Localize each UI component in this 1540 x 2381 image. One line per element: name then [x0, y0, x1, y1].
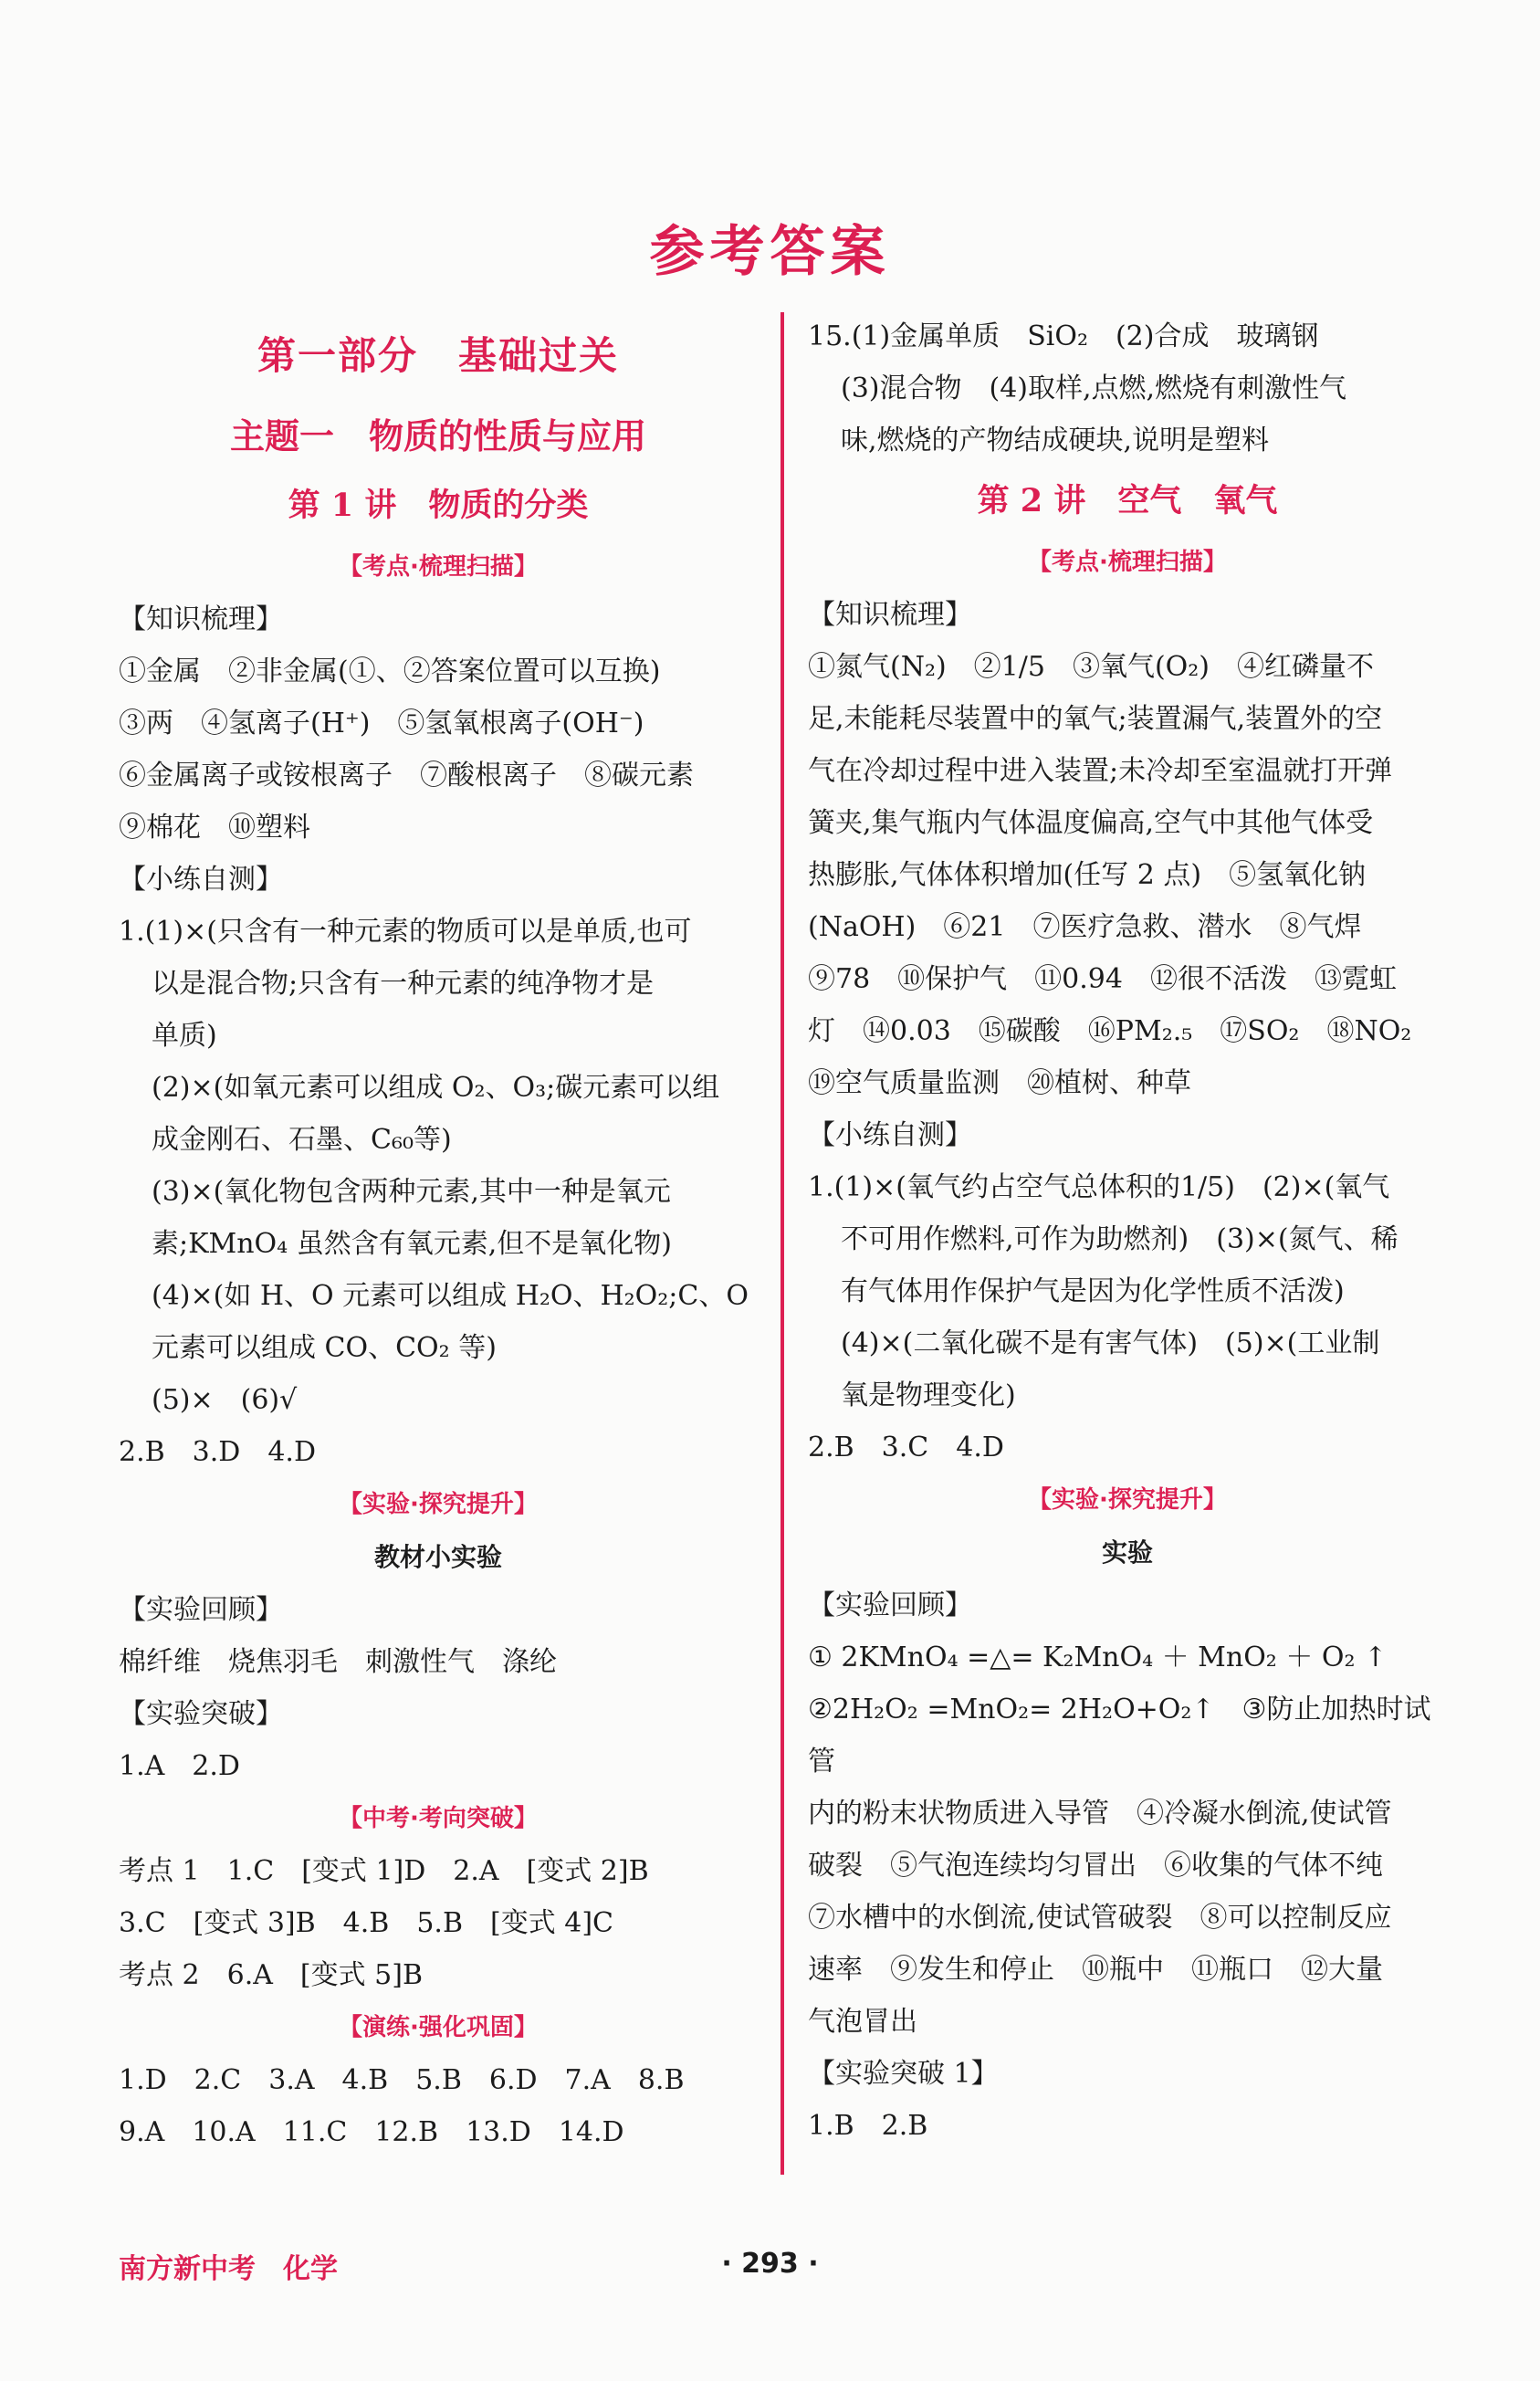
text-line: 考点 2 6.A [变式 5]B [119, 1959, 423, 1991]
text-line: 1.(1)×(氧气约占空气总体积的1/5) (2)×(氧气 [808, 1171, 1390, 1203]
text-line: 速率 ⑨发生和停止 ⑩瓶中 ⑪瓶口 ⑫大量 [808, 1954, 1383, 1986]
text-line: (2)×(如氧元素可以组成 O₂、O₃;碳元素可以组 [152, 1072, 720, 1104]
text-line: 【实验回顾】 [808, 1589, 972, 1621]
book-title: 南方新中考 化学 [119, 2253, 338, 2285]
text-line: ① 2KMnO₄ =△= K₂MnO₄ ＋ MnO₂ ＋ O₂ ↑ [808, 1642, 1388, 1673]
text-line: 1.A 2.D [119, 1750, 240, 1782]
section-tag: 【考点·梳理扫描】 [339, 553, 538, 581]
text-line: (3)×(氧化物包含两种元素,其中一种是氧元 [152, 1176, 671, 1208]
section-tag: 【实验·探究提升】 [339, 1491, 538, 1518]
text-line: 内的粉末状物质进入导管 ④冷凝水倒流,使试管 [808, 1798, 1392, 1830]
text-line: 【实验回顾】 [119, 1594, 283, 1626]
text-line: 【实验突破 1】 [808, 2058, 999, 2090]
text-line: 【知识梳理】 [119, 603, 283, 635]
text-line: ②2H₂O₂ =MnO₂= 2H₂O+O₂↑ ③防止加热时试管 [808, 1694, 1431, 1778]
left-column [119, 310, 758, 2158]
text-line: 9.A 10.A 11.C 12.B 13.D 14.D [119, 2116, 624, 2148]
text-line: ⑦水槽中的水倒流,使试管破裂 ⑧可以控制反应 [808, 1902, 1392, 1934]
section-tag: 【实验·探究提升】 [1028, 1486, 1227, 1514]
text-line: 素;KMnO₄ 虽然含有氧元素,但不是氧化物) [152, 1228, 672, 1260]
text-line: ①金属 ②非金属(①、②答案位置可以互换) [119, 656, 661, 687]
text-line: (NaOH) ⑥21 ⑦医疗急救、潜水 ⑧气焊 [808, 911, 1362, 943]
text-line: 足,未能耗尽装置中的氧气;装置漏气,装置外的空 [808, 703, 1383, 735]
text-line: 灯 ⑭0.03 ⑮碳酸 ⑯PM₂.₅ ⑰SO₂ ⑱NO₂ [808, 1015, 1412, 1047]
lesson-heading: 第 1 讲 物质的分类 [288, 487, 589, 524]
text-line: 单质) [152, 1020, 217, 1052]
page-title: 参考答案 [649, 220, 891, 284]
text-line: 【小练自测】 [119, 864, 283, 896]
text-line: (4)×(如 H、O 元素可以组成 H₂O、H₂O₂;C、O [152, 1280, 749, 1312]
text-line: 热膨胀,气体体积增加(任写 2 点) ⑤氢氧化钠 [808, 859, 1367, 891]
text-line: (5)× (6)√ [152, 1384, 298, 1416]
subsection-heading: 实验 [1101, 1537, 1153, 1568]
text-line: ①氮气(N₂) ②1/5 ③氧气(O₂) ④红磷量不 [808, 651, 1374, 683]
text-line: 棉纤维 烧焦羽毛 刺激性气 涤纶 [119, 1646, 557, 1678]
text-line: ③两 ④氢离子(H⁺) ⑤氢氧根离子(OH⁻) [119, 708, 644, 739]
text-line: 考点 1 1.C [变式 1]D 2.A [变式 2]B [119, 1855, 649, 1887]
text-line: (4)×(二氧化碳不是有害气体) (5)×(工业制 [841, 1327, 1380, 1359]
text-line: 味,燃烧的产物结成硬块,说明是塑料 [841, 425, 1270, 456]
text-line: ⑥金属离子或铵根离子 ⑦酸根离子 ⑧碳元素 [119, 760, 694, 792]
text-line: 【实验突破】 [119, 1698, 283, 1730]
text-line: 以是混合物;只含有一种元素的纯净物才是 [152, 968, 655, 1000]
text-line: 成金刚石、石墨、C₆₀等) [152, 1124, 452, 1156]
text-line: 气在冷却过程中进入装置;未冷却至室温就打开弹 [808, 755, 1393, 787]
subsection-heading: 教材小实验 [373, 1542, 502, 1572]
text-line: 簧夹,集气瓶内气体温度偏高,空气中其他气体受 [808, 807, 1374, 839]
text-line: 15.(1)金属单质 SiO₂ (2)合成 玻璃钢 [808, 320, 1319, 352]
section-tag: 【中考·考向突破】 [339, 1805, 538, 1832]
column-divider [780, 312, 784, 2175]
right-column [808, 310, 1447, 2152]
text-line: ⑨棉花 ⑩塑料 [119, 812, 310, 844]
text-line: 气泡冒出 [808, 2006, 917, 2038]
theme-heading: 主题一 物质的性质与应用 [229, 416, 646, 456]
text-line: ⑨78 ⑩保护气 ⑪0.94 ⑫很不活泼 ⑬霓虹 [808, 963, 1397, 995]
part-heading: 第一部分 基础过关 [257, 333, 619, 378]
text-line: 有气体用作保护气是因为化学性质不活泼) [841, 1275, 1345, 1307]
section-tag: 【演练·强化巩固】 [339, 2014, 538, 2041]
text-line: 不可用作燃料,可作为助燃剂) (3)×(氮气、稀 [841, 1223, 1399, 1255]
text-line: (3)混合物 (4)取样,点燃,燃烧有刺激性气 [841, 372, 1347, 404]
lesson-heading: 第 2 讲 空气 氧气 [977, 482, 1278, 519]
text-line: 3.C [变式 3]B 4.B 5.B [变式 4]C [119, 1907, 613, 1939]
page-number: · 293 · [721, 2248, 819, 2280]
text-line: ⑲空气质量监测 ⑳植树、种草 [808, 1067, 1191, 1099]
text-line: 元素可以组成 CO、CO₂ 等) [152, 1332, 497, 1364]
text-line: 氧是物理变化) [841, 1379, 1016, 1411]
text-line: 【知识梳理】 [808, 599, 972, 631]
text-line: 2.B 3.D 4.D [119, 1436, 317, 1468]
section-tag: 【考点·梳理扫描】 [1028, 549, 1227, 576]
text-line: 【小练自测】 [808, 1119, 972, 1151]
text-line: 1.(1)×(只含有一种元素的物质可以是单质,也可 [119, 916, 692, 948]
text-line: 破裂 ⑤气泡连续均匀冒出 ⑥收集的气体不纯 [808, 1850, 1383, 1882]
text-line: 2.B 3.C 4.D [808, 1432, 1004, 1463]
text-line: 1.D 2.C 3.A 4.B 5.B 6.D 7.A 8.B [119, 2064, 685, 2096]
text-line: 1.B 2.B [808, 2110, 928, 2142]
